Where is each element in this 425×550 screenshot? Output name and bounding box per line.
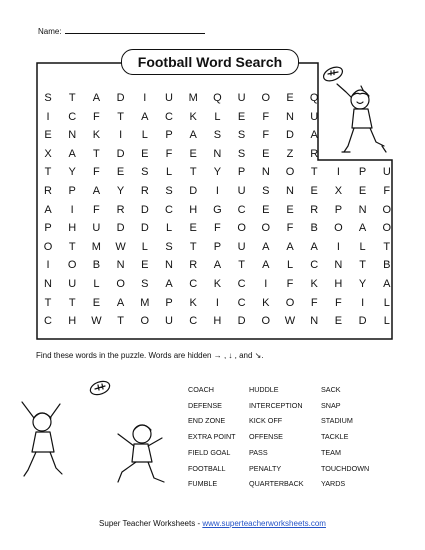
footer-link[interactable]: www.superteacherworksheets.com [202, 519, 326, 528]
grid-letter: H [189, 203, 198, 216]
grid-letter: S [237, 147, 246, 160]
grid-letter: E [286, 92, 294, 104]
grid-letter: L [359, 240, 366, 253]
grid-letter: S [237, 129, 246, 142]
grid-letter: P [165, 296, 173, 309]
grid-letter: N [165, 259, 173, 272]
grid-letter: E [141, 147, 149, 160]
grid-letter: A [92, 92, 101, 104]
grid-letter: E [262, 203, 270, 216]
grid-letter: P [334, 203, 343, 216]
grid-letter: W [91, 315, 102, 328]
grid-letter: B [383, 259, 391, 272]
grid-letter: D [189, 185, 198, 197]
grid-letter: A [141, 110, 149, 123]
grid-letter: T [68, 296, 76, 309]
grid-letter: O [43, 240, 53, 253]
grid-letter: C [237, 203, 246, 216]
word-list-item: PASS [249, 447, 268, 457]
grid-letter: N [44, 278, 52, 290]
grid-letter: O [67, 259, 77, 272]
grid-letter: O [116, 278, 125, 290]
grid-letter: K [189, 296, 197, 309]
grid-letter: G [213, 203, 222, 216]
grid-letter: I [46, 110, 50, 123]
grid-letter: Y [213, 166, 222, 179]
grid-letter: U [237, 92, 246, 104]
word-list-item: INTERCEPTION [249, 400, 303, 410]
grid-letter: O [285, 296, 295, 309]
grid-letter: K [189, 110, 197, 123]
grid-letter: X [334, 185, 343, 197]
grid-letter: B [310, 222, 318, 235]
grid-letter: D [116, 222, 125, 235]
grid-letter: N [358, 203, 367, 216]
grid-letter: O [237, 222, 246, 235]
grid-letter: F [214, 222, 221, 235]
grid-letter: S [44, 92, 52, 104]
grid-letter: L [214, 110, 221, 123]
grid-letter: U [237, 185, 246, 197]
grid-letter: Y [358, 278, 367, 290]
grid-letter: P [68, 185, 76, 197]
grid-letter: S [141, 166, 149, 179]
grid-letter: T [93, 147, 100, 160]
grid-letter: L [93, 278, 100, 290]
grid-letter: D [140, 203, 149, 216]
grid-letter: W [284, 315, 296, 328]
grid-letter: U [382, 166, 391, 179]
grid-letter: E [189, 222, 197, 235]
grid-letter: A [262, 240, 270, 253]
grid-letter: F [165, 147, 173, 160]
grid-letter: A [262, 259, 270, 272]
grid-letter: O [382, 222, 392, 235]
grid-letter: E [141, 259, 149, 272]
grid-letter: U [237, 240, 246, 253]
grid-letter: U [165, 92, 173, 104]
grid-letter: A [358, 222, 367, 235]
name-line[interactable] [65, 26, 205, 34]
grid-letter: I [361, 296, 365, 309]
grid-letter: X [44, 147, 52, 160]
grid-letter: R [140, 185, 149, 197]
word-list-item: TACKLE [321, 432, 349, 442]
grid-letter: E [237, 110, 246, 123]
grid-letter: F [310, 296, 318, 309]
grid-letter: A [189, 129, 197, 142]
word-list-item: QUARTERBACK [249, 479, 304, 489]
grid-letter: S [262, 185, 270, 197]
grid-letter: H [68, 315, 77, 328]
grid-letter: A [165, 278, 173, 290]
grid-letter: O [285, 166, 295, 179]
grid-letter: P [44, 222, 52, 235]
grid-letter: C [165, 110, 173, 123]
grid-letter: N [286, 185, 294, 197]
grid-letter: T [310, 166, 318, 179]
footer [0, 519, 425, 528]
word-list-item: TEAM [321, 447, 341, 457]
grid-letter: E [116, 166, 125, 179]
grid-letter: I [336, 166, 340, 179]
grid-letter: L [165, 166, 173, 179]
grid-letter: C [310, 259, 319, 272]
grid-letter: O [261, 222, 271, 235]
grid-letter: L [141, 240, 148, 253]
grid-letter: P [165, 129, 173, 142]
word-list-item: END ZONE [188, 416, 226, 426]
grid-letter: T [68, 240, 76, 253]
grid-letter: F [262, 129, 270, 142]
grid-letter: O [382, 203, 392, 216]
grid-letter: N [334, 259, 343, 272]
grid-letter: C [237, 278, 246, 290]
word-list-item: FUMBLE [188, 479, 218, 489]
grid-letter: D [286, 129, 294, 142]
word-list-item: KICK OFF [249, 416, 283, 426]
grid-letter: L [383, 296, 390, 309]
grid-letter: E [44, 129, 52, 142]
grid-letter: A [68, 147, 76, 160]
grid-letter: U [165, 315, 173, 328]
grid-letter: R [189, 259, 198, 272]
word-list-item: SNAP [321, 400, 341, 410]
grid-letter: R [310, 203, 319, 216]
grid-letter: R [310, 147, 319, 160]
grid-letter: O [140, 315, 150, 328]
grid-letter: T [189, 240, 197, 253]
grid-letter: A [44, 203, 52, 216]
grid-letter: A [286, 240, 294, 253]
grid-letter: N [116, 259, 125, 272]
name-label: Name: [38, 27, 62, 36]
word-list-column-3 [321, 382, 369, 492]
grid-letter: M [140, 296, 150, 309]
grid-letter: U [310, 110, 319, 123]
grid-letter: D [116, 147, 125, 160]
grid-letter: P [237, 166, 246, 179]
grid-letter: S [141, 278, 149, 290]
grid-letter: T [117, 315, 124, 328]
grid-letter: C [189, 315, 198, 328]
word-list-item: FOOTBALL [188, 463, 226, 473]
word-list-item: COACH [188, 385, 214, 394]
football-player-catching-icon [316, 62, 394, 162]
name-field-row [38, 26, 205, 36]
grid-letter: L [141, 129, 148, 142]
grid-letter: D [116, 92, 125, 104]
grid-letter: D [237, 315, 246, 328]
grid-letter: H [68, 222, 77, 235]
grid-letter: H [213, 315, 222, 328]
grid-letter: I [46, 259, 50, 272]
grid-letter: D [140, 222, 149, 235]
grid-letter: I [336, 240, 340, 253]
football-players-running-icon [14, 378, 174, 490]
grid-letter: C [165, 203, 173, 216]
grid-letter: A [310, 129, 318, 142]
word-list-item: OFFENSE [249, 432, 283, 442]
grid-letter: L [286, 259, 294, 272]
grid-letter: A [213, 259, 222, 272]
word-list-item: YARDS [321, 479, 346, 489]
grid-letter: F [93, 110, 100, 123]
grid-letter: T [383, 240, 391, 253]
grid-letter: T [44, 296, 52, 309]
page-title: Football Word Search [121, 49, 299, 75]
grid-letter: F [93, 203, 100, 216]
grid-letter: E [286, 203, 294, 216]
grid-letter: C [68, 110, 77, 123]
word-list-column-2 [249, 382, 304, 492]
grid-letter: Y [68, 166, 76, 179]
grid-letter: N [213, 147, 222, 160]
grid-letter: I [264, 278, 268, 290]
grid-letter: T [189, 166, 197, 179]
grid-letter: T [44, 166, 52, 179]
grid-letter: S [213, 129, 222, 142]
grid-letter: T [359, 259, 366, 272]
grid-letter: S [165, 185, 173, 197]
grid-letter: E [310, 185, 318, 197]
grid-letter: F [335, 296, 342, 309]
grid-letter: W [115, 240, 126, 253]
grid-letter: O [334, 222, 343, 235]
grid-letter: I [119, 129, 123, 142]
grid-letter: Q [213, 92, 222, 104]
grid-letter: C [44, 315, 52, 328]
grid-letter: E [358, 185, 367, 197]
grid-letter: K [310, 278, 318, 290]
grid-letter: E [92, 296, 101, 309]
grid-letter: U [68, 278, 77, 290]
grid-letter: T [117, 110, 124, 123]
grid-letter: O [261, 315, 271, 328]
footer-text: Super Teacher Worksheets - [99, 519, 203, 528]
word-list-item: DEFENSE [188, 400, 222, 410]
word-list-item: SACK [321, 385, 341, 394]
grid-letter: C [237, 296, 246, 309]
grid-letter: K [262, 296, 270, 309]
grid-letter: T [238, 259, 245, 272]
grid-letter: I [143, 92, 147, 104]
grid-letter: T [68, 92, 76, 104]
grid-letter: D [358, 315, 367, 328]
grid-letter: P [358, 166, 367, 179]
word-list-item: STADIUM [321, 416, 353, 426]
grid-letter: R [44, 185, 52, 197]
word-list-item: EXTRA POINT [188, 432, 236, 442]
grid-letter: Y [116, 185, 125, 197]
grid-letter: C [189, 278, 198, 290]
grid-letter: B [92, 259, 101, 272]
grid-letter: O [261, 92, 271, 104]
grid-letter: K [213, 278, 222, 290]
grid-letter: A [116, 296, 125, 309]
word-list-item: HUDDLE [249, 385, 279, 394]
instructions-text: Find these words in the puzzle. Words are hidden → , ↓ , and ↘. [36, 351, 264, 360]
grid-letter: N [286, 110, 294, 123]
word-list-column-1 [188, 382, 236, 492]
grid-letter: I [215, 296, 219, 309]
grid-letter: L [383, 315, 390, 328]
grid-letter: K [92, 129, 101, 142]
grid-letter: S [165, 240, 173, 253]
grid-letter: L [165, 222, 173, 235]
grid-letter: F [286, 278, 294, 290]
grid-letter: N [68, 129, 77, 142]
grid-letter: F [286, 222, 294, 235]
grid-letter: U [92, 222, 101, 235]
word-list-item: PENALTY [249, 463, 282, 473]
grid-letter: M [91, 240, 101, 253]
grid-letter: A [383, 278, 391, 290]
grid-letter: N [310, 315, 319, 328]
grid-letter: E [189, 147, 197, 160]
word-list-item: TOUCHDOWN [321, 463, 370, 473]
grid-letter: N [261, 166, 270, 179]
grid-letter: Z [286, 147, 294, 160]
grid-letter: E [334, 315, 343, 328]
grid-letter: M [188, 92, 198, 104]
grid-letter: P [213, 240, 222, 253]
grid-letter: F [383, 185, 391, 197]
grid-letter: R [116, 203, 125, 216]
grid-letter: Q [309, 92, 319, 104]
grid-letter: A [92, 185, 101, 197]
grid-letter: H [334, 278, 343, 290]
grid-letter: F [262, 110, 270, 123]
grid-letter: I [70, 203, 74, 216]
grid-letter: E [262, 147, 270, 160]
grid-letter: F [93, 166, 100, 179]
grid-letter: I [215, 185, 219, 197]
word-list-item: FIELD GOAL [188, 447, 231, 457]
grid-letter: A [310, 240, 318, 253]
